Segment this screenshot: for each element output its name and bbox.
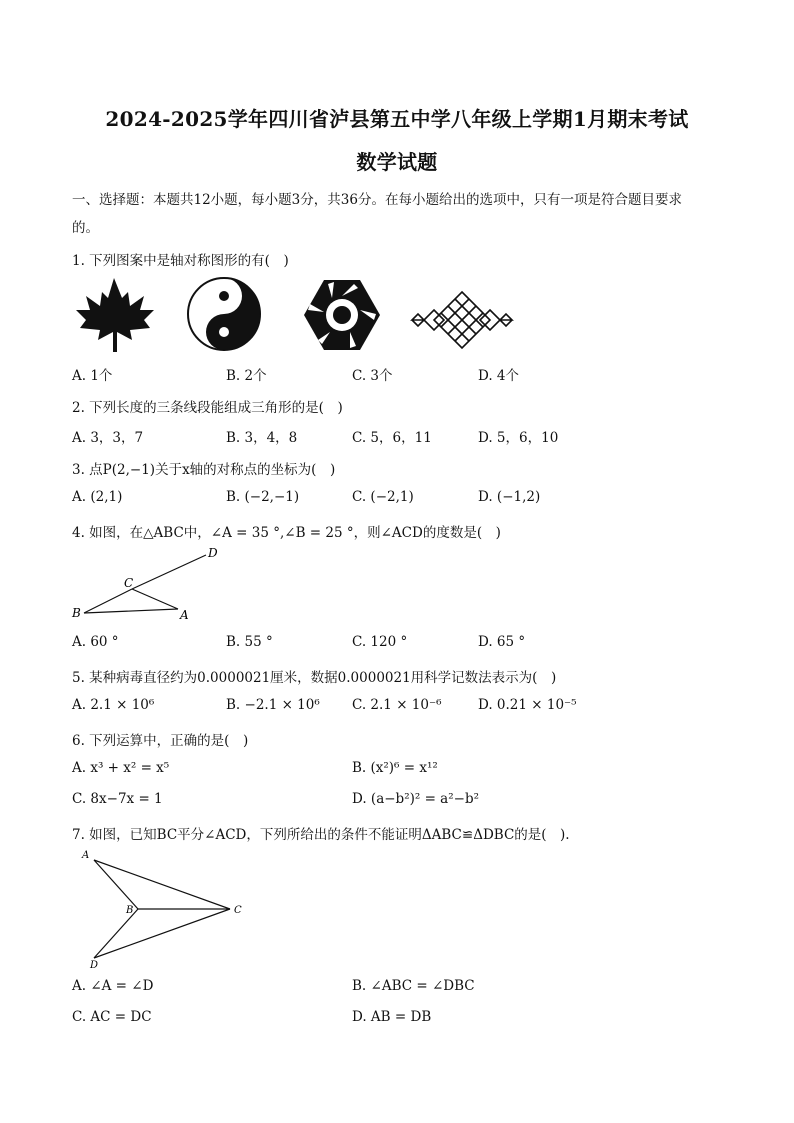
q4-label-d: D [208,546,218,560]
kite-abcd-figure [80,848,260,970]
q5-stem: 5. 某种病毒直径约为0.0000021厘米，数据0.0000021用科学记数法表示为( ) [72,670,557,686]
q7-option-b[interactable]: B. ∠ABC = ∠DBC [352,978,475,994]
q7-option-c[interactable]: C. AC = DC [72,1009,152,1025]
exam-subtitle: 数学试题 [356,150,438,174]
q7-label-c: C [234,905,242,916]
yin-yang-figure [184,274,264,354]
q4-label-c: C [124,576,134,590]
q4-option-d[interactable]: D. 65 ° [478,634,526,650]
q4-option-a[interactable]: A. 60 ° [72,634,119,650]
q2-option-c[interactable]: C. 5，6，11 [352,430,432,446]
q4-label-b: B [72,606,81,620]
q7-label-d: D [90,960,99,970]
q1-option-d[interactable]: D. 4个 [478,368,520,384]
q2-option-d[interactable]: D. 5，6，10 [478,430,559,446]
q5-option-d[interactable]: D. 0.21 × 10⁻⁵ [478,697,577,713]
q5-option-c[interactable]: C. 2.1 × 10⁻⁶ [352,697,442,713]
q7-option-d[interactable]: D. AB = DB [352,1009,432,1025]
exam-title: 2024-2025学年四川省泸县第五中学八年级上学期1月期末考试 [105,107,689,131]
q6-option-c[interactable]: C. 8x−7x = 1 [72,791,163,807]
q6-option-b[interactable]: B. (x²)⁶ = x¹² [352,760,438,776]
hexagon-pinwheel-figure [300,276,384,354]
knot-pattern-figure [408,288,516,352]
q5-option-b[interactable]: B. −2.1 × 10⁶ [226,697,320,713]
q6-option-a[interactable]: A. x³ + x² = x⁵ [72,760,170,776]
triangle-abc-figure [66,545,226,625]
q7-option-a[interactable]: A. ∠A = ∠D [72,978,154,994]
q3-option-c[interactable]: C. (−2,1) [352,489,414,505]
q5-option-a[interactable]: A. 2.1 × 10⁶ [72,697,155,713]
q3-option-d[interactable]: D. (−1,2) [478,489,541,505]
q1-option-a[interactable]: A. 1个 [72,368,113,384]
section-instructions-line1: 一、选择题：本题共12小题，每小题3分，共36分。在每小题给出的选项中，只有一项是符合题目要求 [72,192,682,208]
q1-stem: 1. 下列图案中是轴对称图形的有( ) [72,253,289,269]
q3-stem: 3. 点P(2,−1)关于x轴的对称点的坐标为( ) [72,462,336,478]
q7-label-a: A [82,850,90,861]
q6-option-d[interactable]: D. (a−b²)² = a²−b² [352,791,480,807]
q4-label-a: A [180,608,189,622]
q7-label-b: B [126,905,134,916]
q1-option-c[interactable]: C. 3个 [352,368,393,384]
q2-stem: 2. 下列长度的三条线段能组成三角形的是( ) [72,400,343,416]
section-instructions-line2: 的。 [72,220,99,236]
q6-stem: 6. 下列运算中，正确的是( ) [72,733,249,749]
q3-option-a[interactable]: A. (2,1) [72,489,123,505]
q4-stem: 4. 如图，在△ABC中，∠A = 35 °,∠B = 25 °，则∠ACD的度数是( ) [72,525,501,541]
q2-option-a[interactable]: A. 3，3，7 [72,430,144,446]
q4-option-c[interactable]: C. 120 ° [352,634,408,650]
q3-option-b[interactable]: B. (−2,−1) [226,489,300,505]
q2-option-b[interactable]: B. 3，4，8 [226,430,298,446]
q1-option-b[interactable]: B. 2个 [226,368,267,384]
q7-stem: 7. 如图，已知BC平分∠ACD，下列所给出的条件不能证明ΔABC≌ΔDBC的是( ). [72,827,570,843]
q4-option-b[interactable]: B. 55 ° [226,634,273,650]
maple-leaf-figure [70,274,160,356]
